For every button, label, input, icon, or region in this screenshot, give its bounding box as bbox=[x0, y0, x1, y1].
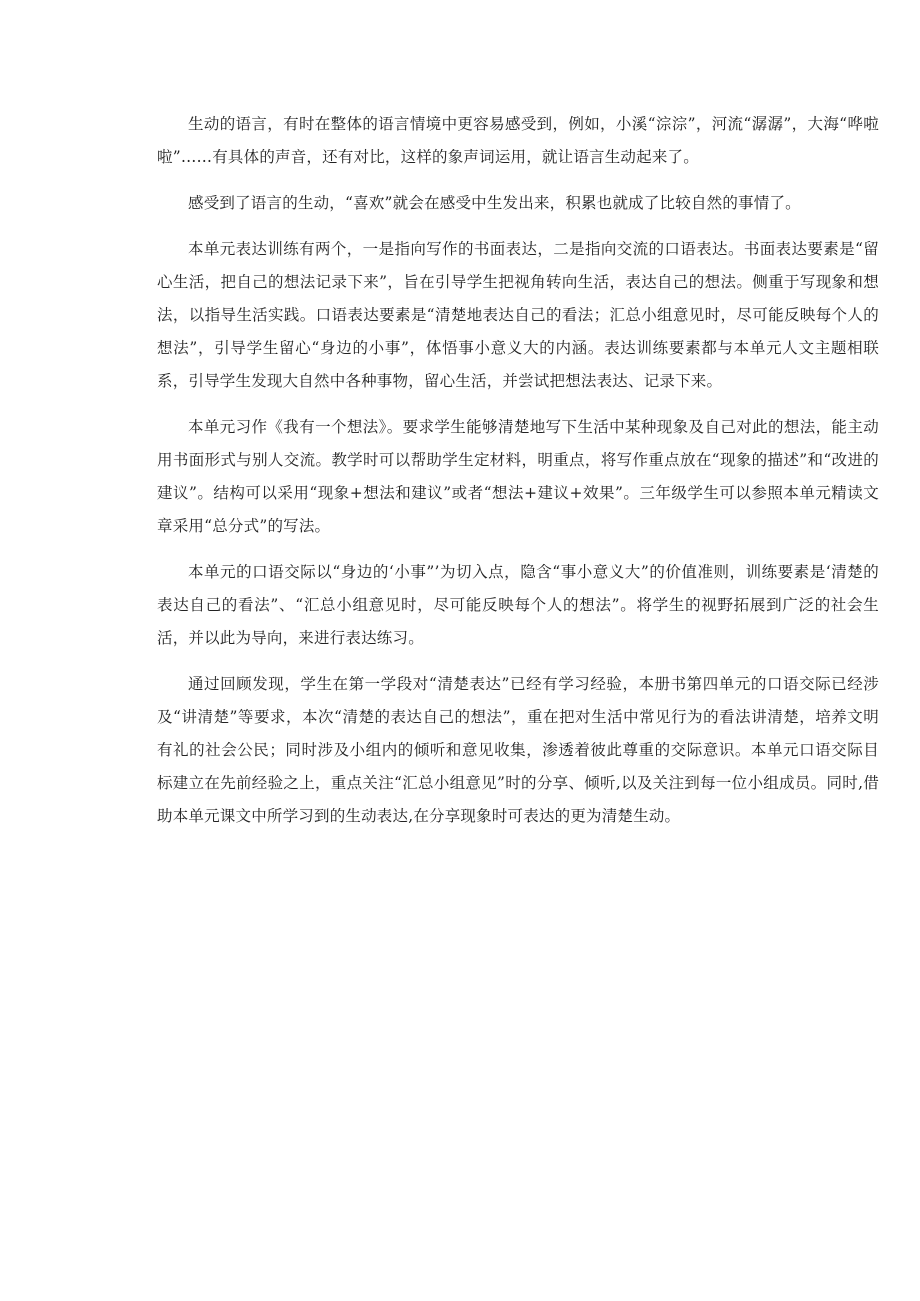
paragraph-vivid-language: 生动的语言，有时在整体的语言情境中更容易感受到，例如，小溪“淙淙”，河流“潺潺”，大海“哗啦啦”……有具体的声音，还有对比，这样的象声词运用，就让语言生动起来了。 bbox=[157, 115, 879, 166]
paragraph-writing-task: 本单元习作《我有一个想法》。要求学生能够清楚地写下生活中某种现象及自己对此的想法，能主动用书面形式与别人交流。教学时可以帮助学生定材料，明重点，将写作重点放在“现象的描述”和“改进的建议”。结构可以采用“现象+想法和建议”或者“想法+建议+效果”。三年级学生可以参照本单元精读文章采用“总分式”的写法。 bbox=[157, 418, 879, 535]
paragraph-feeling-language: 感受到了语言的生动，“喜欢”就会在感受中生发出来，积累也就成了比较自然的事情了。 bbox=[188, 194, 801, 212]
paragraph-expression-training: 本单元表达训练有两个，一是指向写作的书面表达，二是指向交流的口语表达。书面表达要素是“留心生活，把自己的想法记录下来”，旨在引导学生把视角转向生活，表达自己的想法。侧重于写现象和想法，以指导生活实践。口语表达要素是“清楚地表达自己的看法；汇总小组意见时，尽可能反映每个人的想法”，引导学生留心“身边的小事”，体悟事小意义大的内涵。表达训练要素都与本单元人文主题相联系，引导学生发现大自然中各种事物，留心生活，并尝试把想法表达、记录下来。 bbox=[157, 240, 879, 390]
paragraph-review-findings: 通过回顾发现，学生在第一学段对“清楚表达”已经有学习经验，本册书第四单元的口语交际已经涉及“讲清楚”等要求，本次“清楚的表达自己的想法”，重在把对生活中常见行为的看法讲清楚，培养文明有礼的社会公民；同时涉及小组内的倾听和意见收集，渗透着彼此尊重的交际意识。本单元口语交际目标建立在先前经验之上，重点关注“汇总小组意见”时的分享、倾听,以及关注到每一位小组成员。同时,借助本单元课文中所学习到的生动表达,在分享现象时可表达的更为清楚生动。 bbox=[157, 675, 879, 825]
paragraph-oral-communication: 本单元的口语交际以“身边的‘小事”’为切入点，隐含“事小意义大”的价值准则，训练要素是‘清楚的表达自己的看法”、“汇总小组意见时，尽可能反映每个人的想法”。将学生的视野拓展到广泛的社会生活，并以此为导向，来进行表达练习。 bbox=[157, 563, 879, 647]
document-body bbox=[157, 108, 879, 846]
